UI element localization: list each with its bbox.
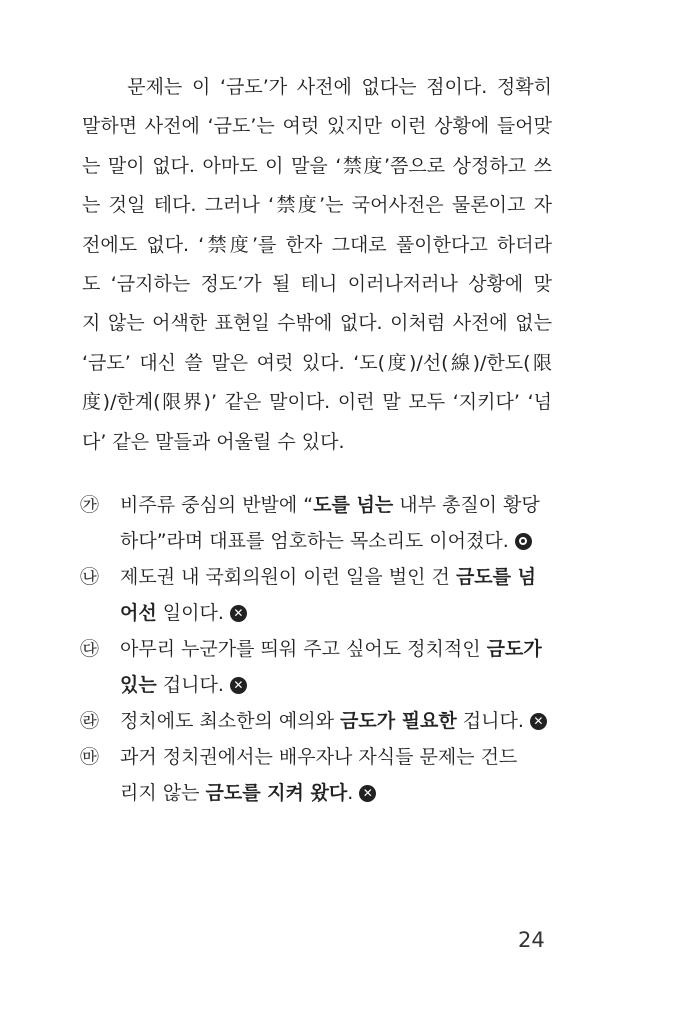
example-text: 어선 일이다. — [120, 602, 224, 624]
example-text: 제도권 내 국회의원이 이런 일을 벌인 건 금도를 넘 — [120, 566, 536, 588]
example-marker: ㉯ — [80, 566, 100, 588]
paragraph-line: 는 것일 테다. 그러나 ‘禁度’는 국어사전은 물론이고 자 — [82, 194, 552, 217]
paragraph-line: 다’ 같은 말들과 어울릴 수 있다. — [82, 430, 345, 453]
circle-x-badge-icon: ✕ — [359, 785, 376, 802]
example-text: 과거 정치권에서는 배우자나 자식들 문제는 건드 — [120, 746, 518, 768]
example-marker: ㉱ — [80, 710, 100, 732]
paragraph-line: ‘금도’ 대신 쓸 말은 여럿 있다. ‘도(度)/선(線)/한도(限 — [82, 351, 552, 374]
example-marker: ㉮ — [80, 494, 100, 516]
example-item — [80, 631, 552, 703]
example-marker: ㉰ — [80, 638, 100, 660]
paragraph-line: 말하면 사전에 ‘금도’는 여럿 있지만 이런 상황에 들어맞 — [82, 115, 552, 138]
circle-x-badge-icon: ✕ — [230, 605, 247, 622]
example-item — [80, 559, 552, 631]
circle-x-badge-icon: ✕ — [530, 713, 547, 730]
example-list — [80, 487, 552, 811]
body-paragraph — [82, 68, 552, 462]
example-text: 비주류 중심의 반발에 “도를 넘는 내부 총질이 황당 — [120, 494, 540, 516]
paragraph-line: 도 ‘금지하는 정도’가 될 테니 이러나저러나 상황에 맞 — [82, 273, 552, 296]
paragraph-line: 度)/한계(限界)’ 같은 말이다. 이런 말 모두 ‘지키다’ ‘넘 — [82, 391, 552, 414]
example-marker: ㉲ — [80, 746, 100, 768]
page-number: 24 — [518, 928, 545, 952]
paragraph-line: 전에도 없다. ‘禁度’를 한자 그대로 풀이한다고 하더라 — [82, 233, 552, 256]
example-item — [80, 487, 552, 559]
paragraph-line: 지 않는 어색한 표현일 수밖에 없다. 이처럼 사전에 없는 — [82, 312, 552, 335]
example-text: 있는 겁니다. — [120, 674, 224, 696]
example-item — [80, 739, 552, 811]
example-text: 하다”라며 대표를 엄호하는 목소리도 이어졌다. — [120, 530, 509, 552]
paragraph-line: 는 말이 없다. 아마도 이 말을 ‘禁度’쯤으로 상정하고 쓰 — [82, 154, 552, 177]
circle-o-badge-icon — [515, 533, 532, 550]
paragraph-line: 문제는 이 ‘금도’가 사전에 없다는 점이다. 정확히 — [82, 76, 552, 98]
example-text: 리지 않는 금도를 지켜 왔다. — [120, 782, 354, 804]
example-text: 정치에도 최소한의 예의와 금도가 필요한 겁니다. — [120, 710, 524, 732]
example-text: 아무리 누군가를 띄워 주고 싶어도 정치적인 금도가 — [120, 638, 542, 660]
circle-x-badge-icon: ✕ — [230, 677, 247, 694]
example-item — [80, 703, 552, 739]
